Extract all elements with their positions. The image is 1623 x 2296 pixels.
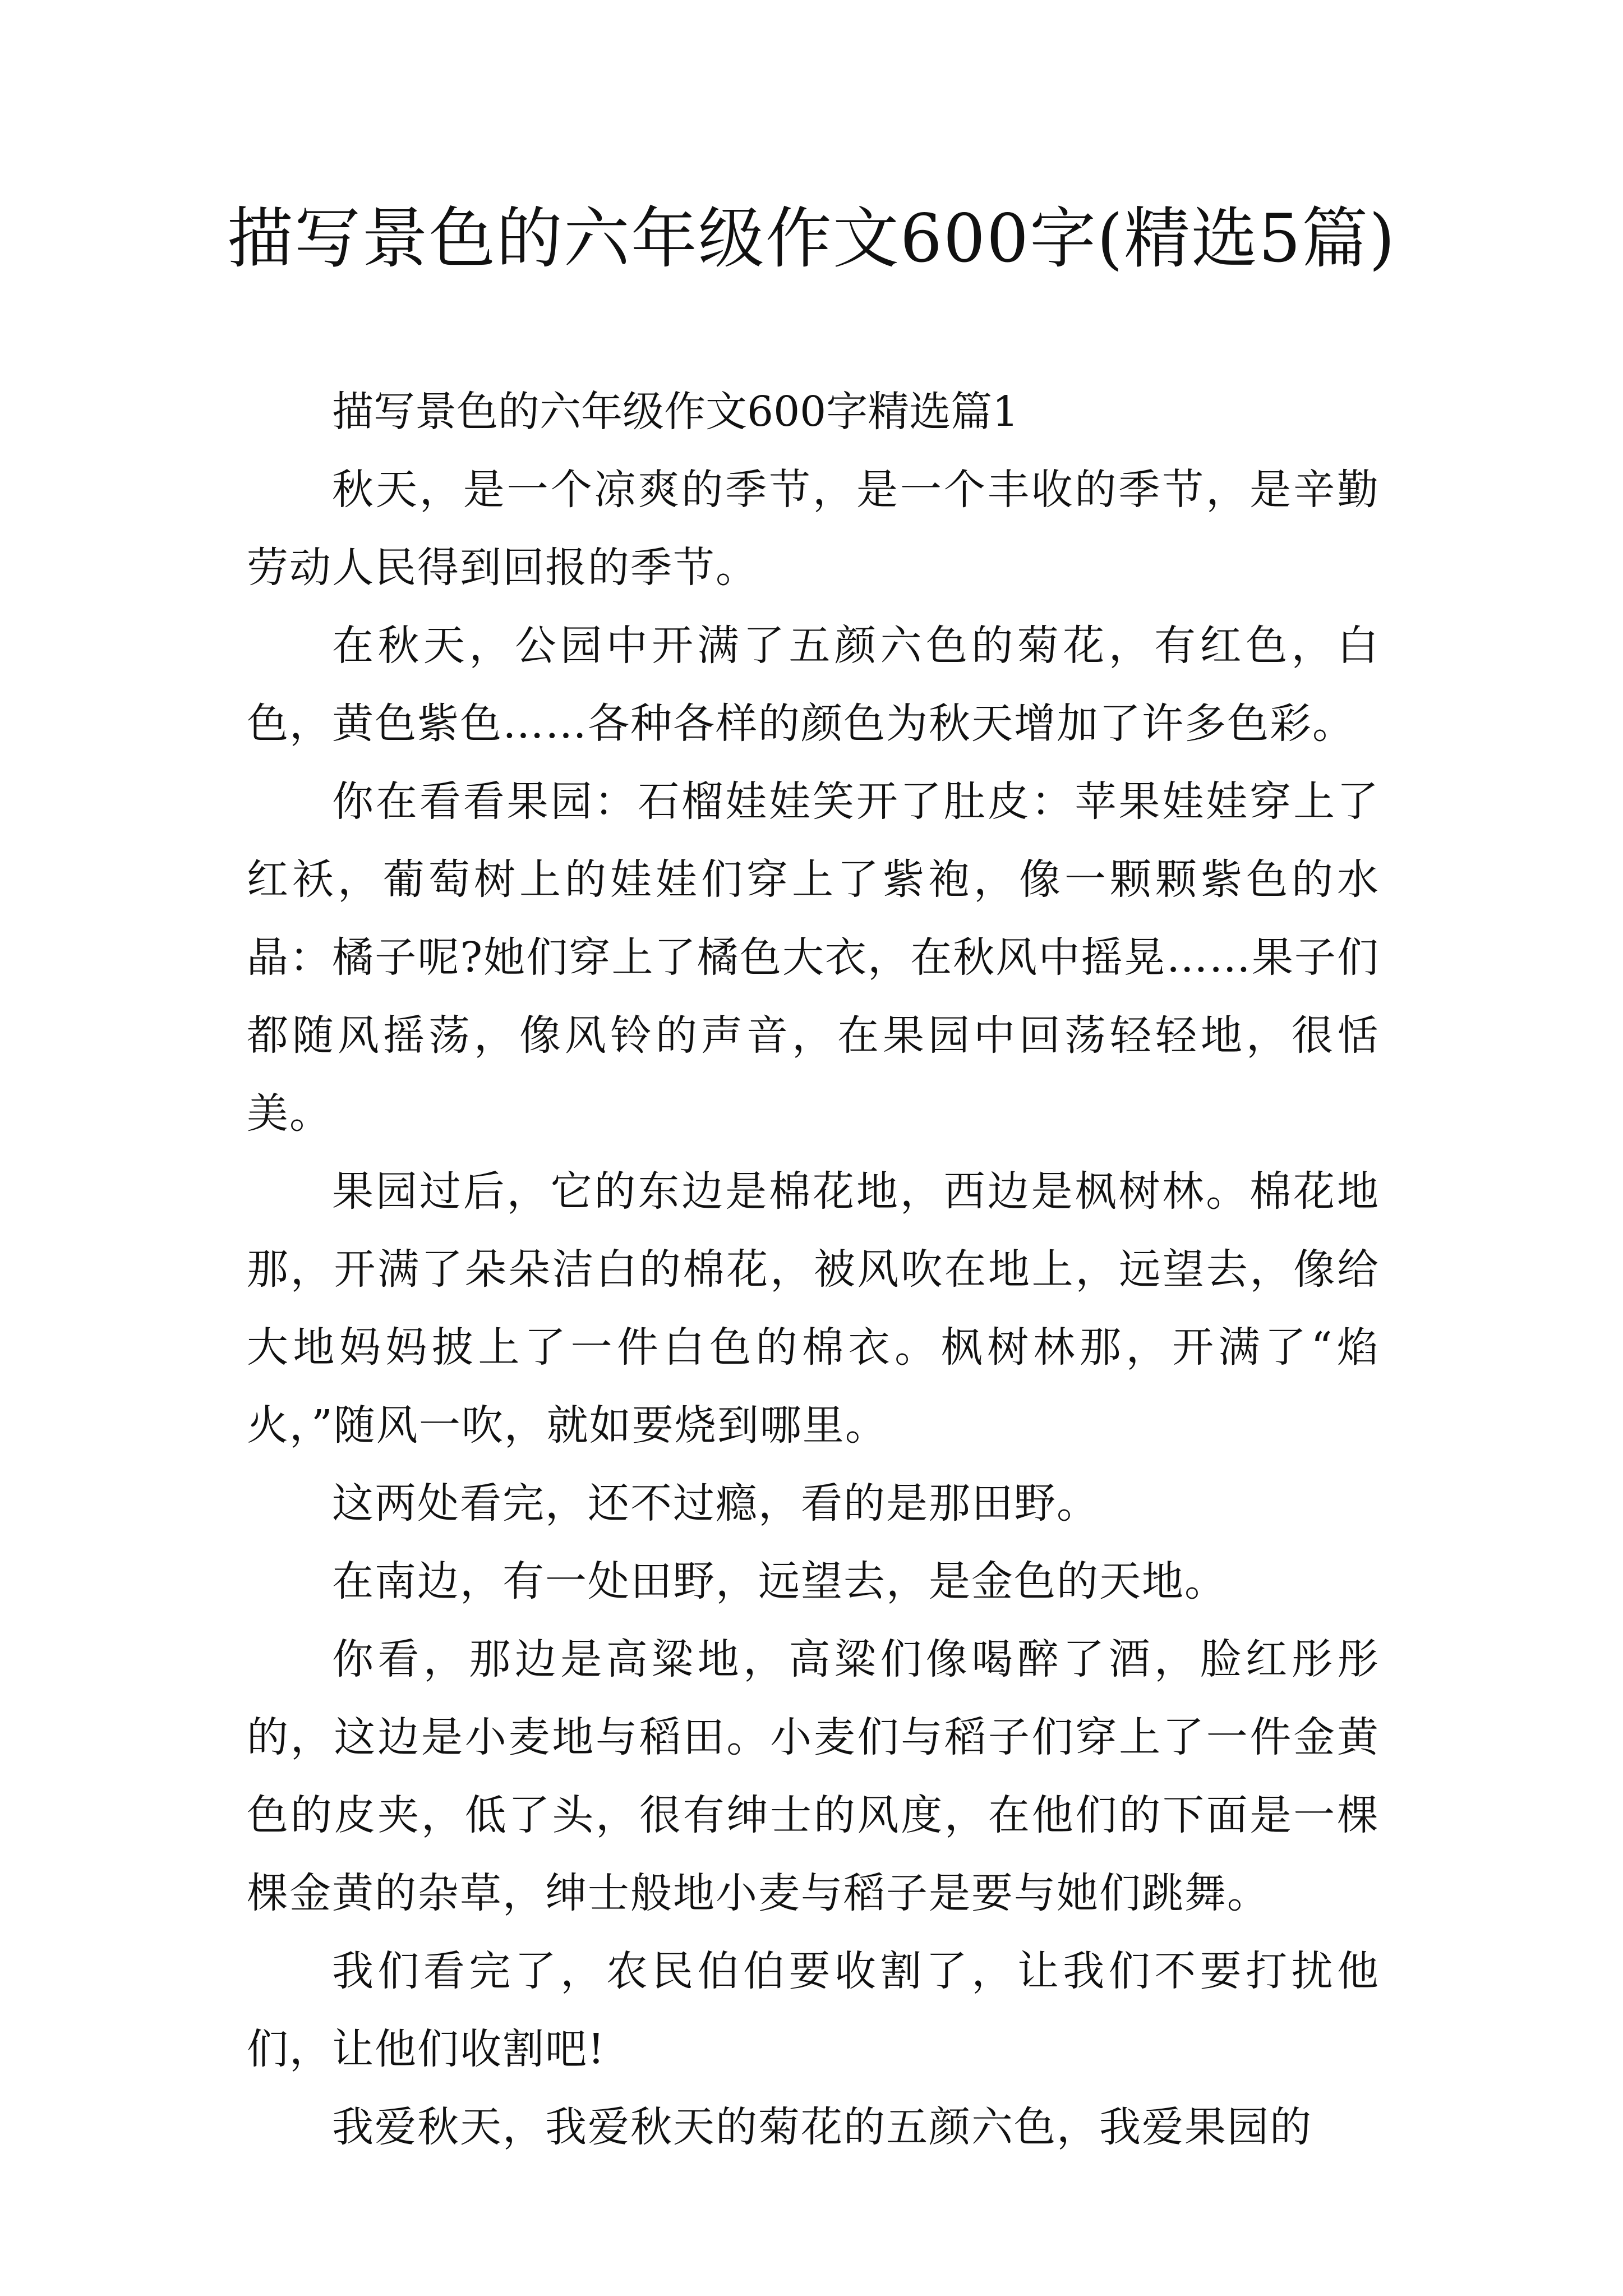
paragraph: 在秋天，公园中开满了五颜六色的菊花，有红色，白色，黄色紫色……各种各样的颜色为秋天增加了许多色彩。: [247, 622, 1380, 748]
paragraph: 秋天，是一个凉爽的季节，是一个丰收的季节，是辛勤劳动人民得到回报的季节。: [247, 466, 1380, 592]
paragraph: 我们看完了，农民伯伯要收割了，让我们不要打扰他们，让他们收割吧!: [247, 1947, 1380, 2073]
paragraph: 你看，那边是高粱地，高粱们像喝醉了酒，脸红彤彤的，这边是小麦地与稻田。小麦们与稻子们穿上了一件金黄色的皮夹，低了头，很有绅士的风度，在他们的下面是一棵棵金黄的杂草，绅士般地小麦与稻子是要与她们跳舞。: [247, 1635, 1380, 1917]
paragraph: 我爱秋天，我爱秋天的菊花的五颜六色，我爱果园的: [332, 2103, 1312, 2151]
document-title: 描写景色的六年级作文600字(精选5篇): [227, 200, 1396, 277]
paragraph: 你在看看果园：石榴娃娃笑开了肚皮：苹果娃娃穿上了红袄，葡萄树上的娃娃们穿上了紫袍，像一颗颗紫色的水晶：橘子呢?她们穿上了橘色大衣，在秋风中摇晃……果子们都随风摇荡，像风铃的声音，在果园中回荡轻轻地，很恬美。: [247, 777, 1380, 1138]
paragraph: 果园过后，它的东边是棉花地，西边是枫树林。棉花地那，开满了朵朵洁白的棉花，被风吹在地上，远望去，像给大地妈妈披上了一件白色的棉衣。枫树林那，开满了“焰火，”随风一吹，就如要烧到哪里。: [247, 1167, 1380, 1450]
document-body: [247, 373, 1380, 2166]
paragraph: 这两处看完，还不过瘾，看的是那田野。: [332, 1479, 1099, 1527]
section-heading: 描写景色的六年级作文600字精选篇1: [332, 388, 1019, 436]
paragraph: 在南边，有一处田野，远望去，是金色的天地。: [332, 1557, 1227, 1605]
